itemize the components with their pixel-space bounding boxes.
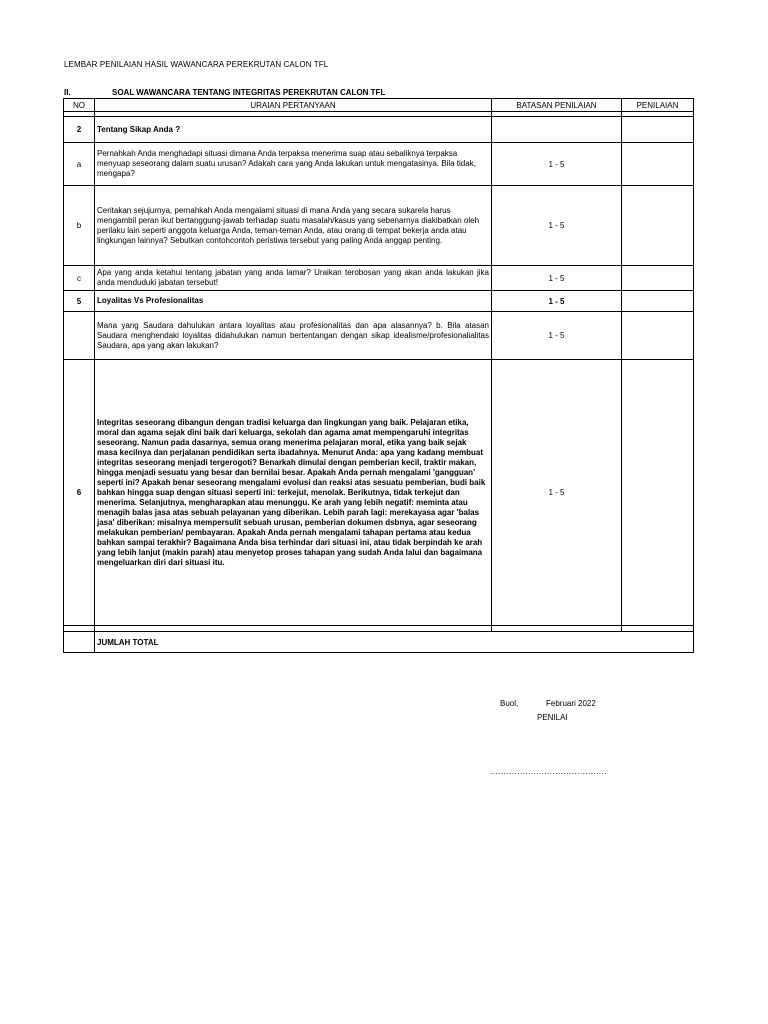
table-header-row <box>64 99 694 112</box>
row-batasan: 1 - 5 <box>492 312 622 360</box>
table-row <box>64 312 694 360</box>
table-row <box>64 143 694 186</box>
row-question: Apa yang anda ketahui tentang jabatan yang anda lamar? Uraikan terobosan yang akan anda lakukan jika anda menduduki jabatan tersebut! <box>95 266 492 291</box>
signature-role: PENILAI <box>537 713 568 722</box>
row-batasan: 1 - 5 <box>492 143 622 186</box>
row-number: 6 <box>64 360 95 626</box>
column-header-penilaian: PENILAIAN <box>622 99 694 112</box>
total-label: JUMLAH TOTAL <box>95 632 694 653</box>
row-number: b <box>64 186 95 266</box>
table-row <box>64 186 694 266</box>
row-question: Mana yang Saudara dahulukan antara loyalitas atau profesionalitas dan apa alasannya? b. Bila atasan Saudara menghendaki loyalitas didahulukan namun bertentangan dengan sikap idealisme/profesionalialitas Saudara, apa yang akan lakukan? <box>95 312 492 360</box>
column-header-uraian: URAIAN PERTANYAAN <box>95 99 492 112</box>
row-penilaian[interactable] <box>622 143 694 186</box>
row-number: 5 <box>64 291 95 312</box>
total-row <box>64 632 694 653</box>
row-batasan <box>492 117 622 143</box>
row-penilaian[interactable] <box>622 117 694 143</box>
row-number <box>64 312 95 360</box>
table-row <box>64 291 694 312</box>
section-number: II. <box>64 88 71 97</box>
signature-date: Februari 2022 <box>546 699 596 708</box>
table-row <box>64 360 694 626</box>
row-penilaian[interactable] <box>622 291 694 312</box>
signature-line: ........................................... <box>490 767 608 776</box>
table-row <box>64 266 694 291</box>
row-question: Integritas seseorang dibangun dengan tradisi keluarga dan lingkungan yang baik. Pelajaran etika, moral dan agama sejak dini baik dari keluarga, sekolah dan agama amat mempengaruhi integritas seseorang. Namun pada dasarnya, semua orang menerima pelajaran moral, etika yang baik sejak masa kecilnya dan perjalanan pendidikan serta ibadahnya. Menurut Anda: apa yang kadang membuat integritas seseorang menjadi tergerogoti? Benarkah dimulai dengan pemberian kecil, traktir makan, hingga menjadi sesuatu yang besar dan bernilai besar. Apakah Anda pernah mengalami 'gangguan' seperti ini? Apakah benar seseorang mengalami evolusi dan reaksi atas sesuatu pemberian, budi baik bahkan hingga suap dengan situasi seperti ini: terkejut, menolak. Berikutnya, tidak terkejut dan menerima. Selanjutnya, mengharapkan atau menunggu. Ke arah yang lebih negatif: meminta atau menagih balas jasa atas sebuah pelayanan yang diberikan. Lebih parah lagi: merekayasa agar 'balas jasa' diberikan: misalnya mempersulit sebuah urusan, pemberian dokumen dsbnya, agar seseorang melakukan pemberian/ pembayaran. Apakah Anda pernah mengalami tahapan pertama atau kedua bahkan sampai terakhir? Bagaimana Anda bisa terhindar dari situasi ini, atau tidak berpindah ke arah yang lebih lanjut (makin parah) atau menyetop proses tahapan yang sudah Anda lalui dan bagaimana mengeluarkan diri dari situasi itu. <box>95 360 492 626</box>
table-row <box>64 117 694 143</box>
row-batasan: 1 - 5 <box>492 291 622 312</box>
row-penilaian[interactable] <box>622 266 694 291</box>
row-penilaian[interactable] <box>622 360 694 626</box>
row-penilaian[interactable] <box>622 186 694 266</box>
row-batasan: 1 - 5 <box>492 266 622 291</box>
row-number: c <box>64 266 95 291</box>
row-question: Pernahkah Anda menghadapi situasi dimana Anda terpaksa menerima suap atau sebaliknya terpaksa menyuap seseorang dalam suatu urusan? Adakah cara yang Anda lakukan untuk mengatasinya. Bila tidak, mengapa? <box>95 143 492 186</box>
document-title: LEMBAR PENILAIAN HASIL WAWANCARA PEREKRUTAN CALON TFL <box>64 60 329 69</box>
row-number: a <box>64 143 95 186</box>
assessment-table <box>63 98 694 653</box>
row-number: 2 <box>64 117 95 143</box>
row-question: Tentang Sikap Anda ? <box>95 117 492 143</box>
row-batasan: 1 - 5 <box>492 360 622 626</box>
column-header-no: NO <box>64 99 95 112</box>
column-header-batasan: BATASAN PENILAIAN <box>492 99 622 112</box>
row-batasan: 1 - 5 <box>492 186 622 266</box>
row-penilaian[interactable] <box>622 312 694 360</box>
signature-place: Buol, <box>500 699 519 708</box>
section-title: SOAL WAWANCARA TENTANG INTEGRITAS PEREKRUTAN CALON TFL <box>112 88 386 97</box>
row-question: Loyalitas Vs Profesionalitas <box>95 291 492 312</box>
row-question: Ceritakan sejujurnya, pernahkah Anda mengalami situasi di mana Anda yang secara sukarela harus mengambil peran ikut bertanggung-jawab terhadap suatu masalah/kasus yang sebenarnya diakibatkan oleh perilaku lain seperti anggota keluarga Anda, teman-teman Anda, atau orang di tempat bekerja anda atau lingkungan lainnya? Sebutkan contohcontoh peristiwa tersebut yang paling Anda anggap penting. <box>95 186 492 266</box>
